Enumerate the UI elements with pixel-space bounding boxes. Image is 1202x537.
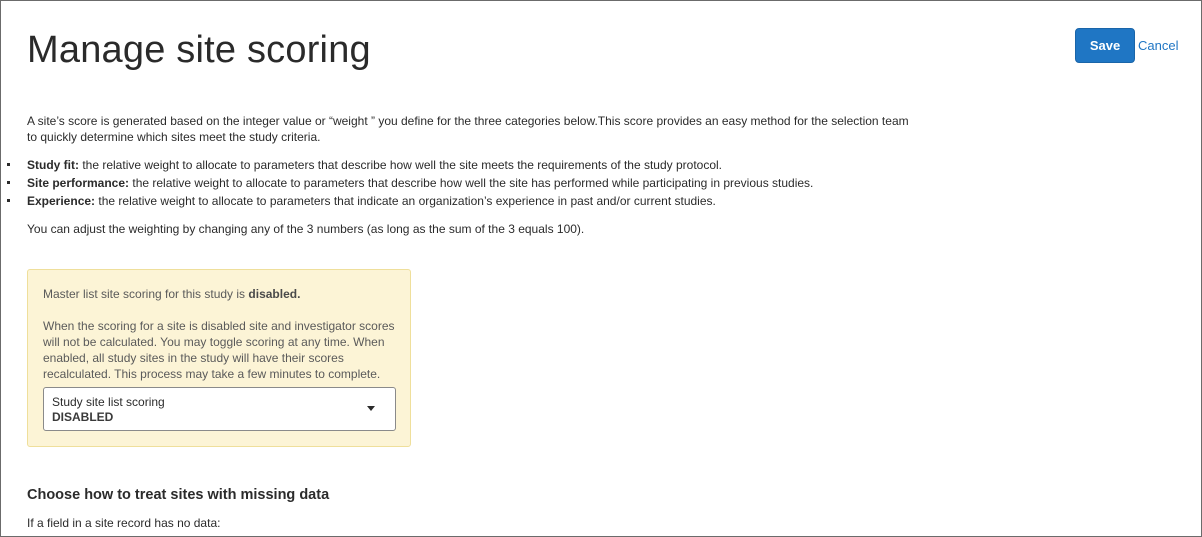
- select-label: Study site list scoring: [52, 395, 165, 409]
- list-item-study-fit: [27, 156, 813, 174]
- save-button[interactable]: Save: [1075, 28, 1135, 63]
- category-name: Experience:: [27, 194, 96, 208]
- category-description: the relative weight to allocate to parameters that indicate an organization’s experience in past and/or current studies.: [95, 194, 716, 208]
- scoring-select[interactable]: [43, 387, 396, 431]
- list-item-site-performance: [27, 174, 813, 192]
- select-value: DISABLED: [52, 410, 114, 424]
- category-description: the relative weight to allocate to parameters that describe how well the site meets the requirements of the study protocol.: [79, 158, 723, 172]
- caret-down-icon[interactable]: [367, 406, 375, 411]
- adjust-note: You can adjust the weighting by changing any of the 3 numbers (as long as the sum of the 3 equals 100).: [27, 222, 585, 236]
- notice-status-prefix: Master list site scoring for this study is: [43, 287, 249, 301]
- scoring-notice-panel: [27, 269, 411, 447]
- missing-data-title: Choose how to treat sites with missing data: [27, 487, 330, 503]
- missing-data-subtitle: If a field in a site record has no data:: [27, 516, 221, 530]
- category-name: Study fit:: [27, 158, 79, 172]
- notice-status-value: disabled.: [248, 287, 301, 301]
- list-item-experience: [27, 192, 813, 210]
- category-description: the relative weight to allocate to parameters that describe how well the site has performed while participating in previous studies.: [129, 176, 814, 190]
- category-list: [27, 156, 813, 210]
- category-name: Site performance:: [27, 176, 130, 190]
- cancel-link[interactable]: Cancel: [1138, 38, 1179, 53]
- notice-status: [43, 287, 300, 301]
- intro-text: A site’s score is generated based on the integer value or “weight ” you define for the three categories below.This score provides an easy method for the selection team to quickly determine which sites meet the study criteria.: [27, 114, 909, 144]
- page-title: Manage site scoring: [27, 29, 371, 71]
- notice-body: When the scoring for a site is disabled site and investigator scores will not be calculated. You may toggle scoring at any time. When enabled, all study sites in the study will have their scores recalculated. This process may take a few minutes to complete.: [43, 319, 395, 381]
